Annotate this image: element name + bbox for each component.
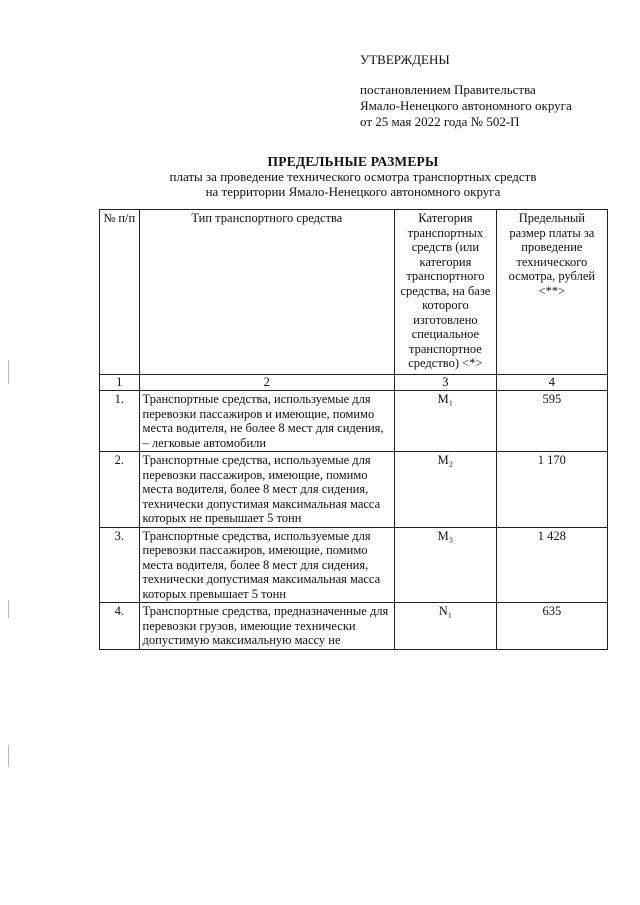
approval-line-2: Ямало-Ненецкого автономного округа: [360, 98, 572, 113]
fee-amount: 635: [496, 603, 607, 650]
row-number: 1.: [100, 391, 140, 452]
vehicle-category: N₁: [395, 603, 497, 650]
table-row: [100, 603, 608, 650]
vehicle-type: Транспортные средства, используемые для перевозки пассажиров и имеющие, помимо места водителя, не более 8 мест для сидения, – легковые автомобили: [139, 391, 395, 452]
column-number: 4: [496, 375, 607, 391]
fee-amount: 1 428: [496, 527, 607, 603]
header-category: Категория транспортных средств (или категория транспортного средства, на базе которого изготовлено специальное транспортное средство) <*>: [395, 210, 497, 375]
vehicle-category: M₂: [395, 452, 497, 528]
fee-amount: 595: [496, 391, 607, 452]
table-row: [100, 527, 608, 603]
vehicle-category: M₁: [395, 391, 497, 452]
table-header-row: [100, 210, 608, 375]
scan-artifact-mark: [8, 745, 9, 767]
approval-heading: УТВЕРЖДЕНЫ: [360, 52, 450, 67]
column-number: 3: [395, 375, 497, 391]
fees-table: [99, 209, 608, 650]
header-fee: Предельный размер платы за проведение технического осмотра, рублей <**>: [496, 210, 607, 375]
header-vehicle-type: Тип транспортного средства: [139, 210, 395, 375]
title-main: ПРЕДЕЛЬНЫЕ РАЗМЕРЫ: [267, 154, 439, 169]
title-sub-2: на территории Ямало-Ненецкого автономного округа: [205, 184, 501, 199]
approval-block: [360, 52, 630, 130]
vehicle-category: M₃: [395, 527, 497, 603]
row-number: 3.: [100, 527, 140, 603]
fee-amount: 1 170: [496, 452, 607, 528]
vehicle-type: Транспортные средства, используемые для перевозки пассажиров, имеющие, помимо места водителя, более 8 мест для сидения, технически допустимая максимальная масса которых не превышает 5 тонн: [139, 452, 395, 528]
column-number: 2: [139, 375, 395, 391]
vehicle-type: Транспортные средства, используемые для перевозки пассажиров, имеющие, помимо места водителя, более 8 мест для сидения, технически допустимая максимальная масса которых превышает 5 тонн: [139, 527, 395, 603]
scan-artifact-mark: [8, 360, 9, 384]
scan-artifact-mark: [8, 600, 9, 618]
document-title: [100, 154, 606, 199]
approval-line-1: постановлением Правительства: [360, 82, 536, 97]
title-sub-1: платы за проведение технического осмотра транспортных средств: [169, 169, 537, 184]
row-number: 4.: [100, 603, 140, 650]
column-number: 1: [100, 375, 140, 391]
column-numbers-row: [100, 375, 608, 391]
vehicle-type: Транспортные средства, предназначенные для перевозки грузов, имеющие технически допустимую максимальную массу не: [139, 603, 395, 650]
table-row: [100, 391, 608, 452]
table-row: [100, 452, 608, 528]
row-number: 2.: [100, 452, 140, 528]
header-number: № п/п: [100, 210, 140, 375]
approval-line-3: от 25 мая 2022 года № 502-П: [360, 114, 520, 129]
